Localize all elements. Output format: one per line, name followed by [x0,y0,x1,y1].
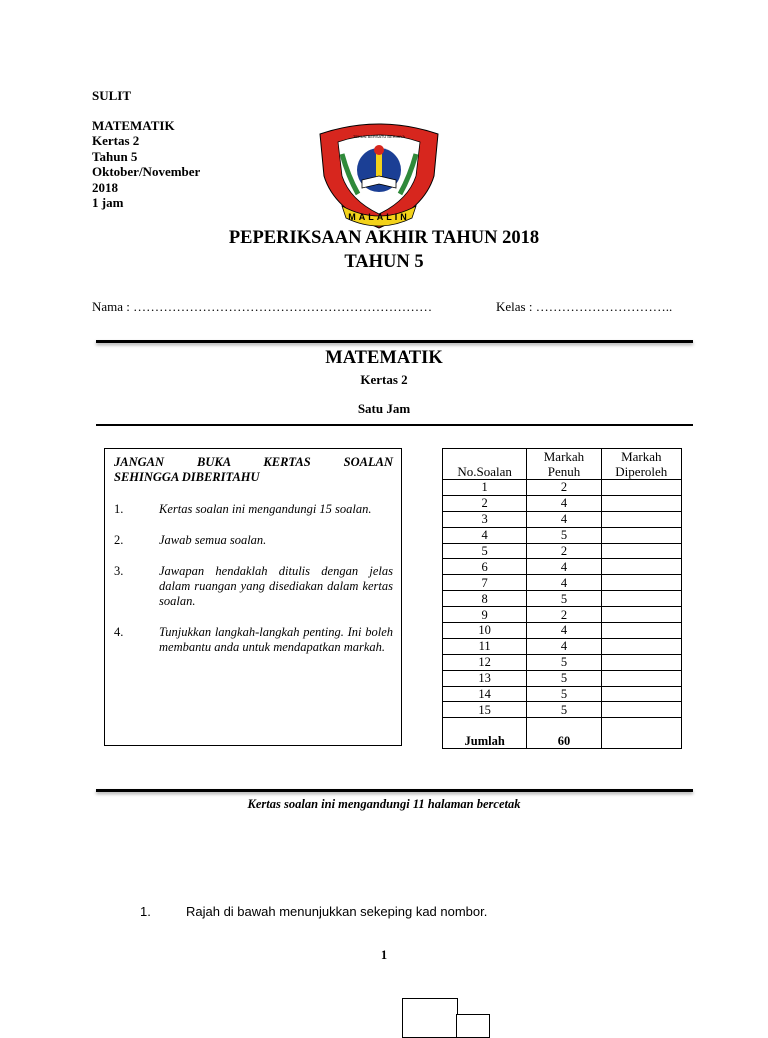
exam-title: PEPERIKSAAN AKHIR TAHUN 2018 [228,228,540,248]
marks-table-row [443,670,682,686]
full-marks-cell: 4 [527,638,601,654]
instruction-number: 2. [114,533,124,547]
total-label: Jumlah [443,718,527,749]
page-count-note: Kertas soalan ini mengandungi 11 halaman bercetak [247,797,521,811]
header-marks-obtained: Markah Diperoleh [601,449,681,480]
full-marks-cell: 5 [527,670,601,686]
logo-top-text: TEKUN BERSATU BERJAYA [352,134,406,139]
exam-level: TAHUN 5 [344,252,424,272]
school-crest-logo [312,114,446,234]
instruction-text: Jawab semua soalan. [159,533,267,547]
full-marks-cell: 2 [527,543,601,559]
instructions-heading-2: SEHINGGA DIBERITAHU [114,470,260,484]
marks-total-row [443,718,682,749]
marks-obtained-cell[interactable] [601,575,681,591]
question-number-cell: 8 [443,591,527,607]
name-field[interactable]: Nama : …………………………………………………………… [92,299,433,314]
marks-obtained-cell[interactable] [601,607,681,623]
instructions-box [104,448,402,746]
marks-obtained-cell[interactable] [601,654,681,670]
header-info [92,88,200,211]
instruction-text: Jawapan hendaklah ditulis dengan jelas dalam ruangan yang disediakan dalam kertas soalan. [159,564,393,608]
marks-table-row [443,559,682,575]
question-number-cell: 3 [443,511,527,527]
marks-table-row [443,591,682,607]
instruction-text: Kertas soalan ini mengandungi 15 soalan. [159,502,372,516]
class-field[interactable]: Kelas : ………………………….. [496,299,673,314]
instruction-item [114,502,393,517]
header-subject: MATEMATIK [92,117,175,133]
header-paper: Kertas 2 [92,133,140,148]
instruction-text: Tunjukkan langkah-langkah penting. Ini boleh membantu anda untuk mendapatkan markah. [159,625,393,654]
marks-obtained-cell[interactable] [601,480,681,496]
marks-table-row [443,638,682,654]
header-session: Oktober/November [92,164,201,179]
number-card-cell [402,998,458,1038]
question-number-cell: 2 [443,495,527,511]
question-1-text: Rajah di bawah menunjukkan sekeping kad nombor. [186,904,488,919]
marks-table-row [443,480,682,496]
question-number-cell: 13 [443,670,527,686]
marks-obtained-cell[interactable] [601,591,681,607]
number-card-cell [456,1014,490,1038]
marks-obtained-cell[interactable] [601,623,681,639]
logo-banner-text: MALALIN [348,212,410,222]
full-marks-cell: 5 [527,654,601,670]
question-number-cell: 11 [443,638,527,654]
page-number: 1 [380,948,388,962]
subject-paper: Kertas 2 [360,372,408,387]
marks-obtained-cell[interactable] [601,686,681,702]
full-marks-cell: 4 [527,495,601,511]
marks-obtained-cell[interactable] [601,527,681,543]
header-year: 2018 [92,179,118,195]
total-obtained-cell[interactable] [601,718,681,749]
question-number-cell: 1 [443,480,527,496]
marks-obtained-cell[interactable] [601,511,681,527]
full-marks-cell: 2 [527,607,601,623]
instruction-number: 4. [114,625,124,639]
question-1-number: 1. [140,904,151,919]
header-duration: 1 jam [92,195,124,210]
instruction-item [114,533,393,548]
full-marks-cell: 4 [527,511,601,527]
total-value: 60 [527,718,601,749]
marks-table-row [443,511,682,527]
full-marks-cell: 4 [527,559,601,575]
marks-table-row [443,623,682,639]
marks-table-row [443,654,682,670]
divider-middle [96,424,693,426]
marks-table [442,448,682,749]
question-number-cell: 10 [443,623,527,639]
instruction-number: 3. [114,564,124,578]
full-marks-cell: 5 [527,527,601,543]
full-marks-cell: 5 [527,702,601,718]
marks-obtained-cell[interactable] [601,495,681,511]
question-number-cell: 14 [443,686,527,702]
full-marks-cell: 2 [527,480,601,496]
instruction-item [114,564,393,609]
instructions-heading-1: JANGAN BUKA KERTAS SOALAN [114,455,393,469]
header-year-level: Tahun 5 [92,148,138,164]
question-number-cell: 5 [443,543,527,559]
marks-table-row [443,543,682,559]
question-number-cell: 6 [443,559,527,575]
question-number-cell: 4 [443,527,527,543]
marks-table-row [443,495,682,511]
divider-top [96,340,693,343]
question-number-cell: 12 [443,654,527,670]
marks-obtained-cell[interactable] [601,702,681,718]
subject-duration: Satu Jam [357,401,411,416]
classification-label: SULIT [92,88,132,103]
marks-obtained-cell[interactable] [601,638,681,654]
full-marks-cell: 4 [527,623,601,639]
marks-obtained-cell[interactable] [601,543,681,559]
divider-bottom [96,789,693,792]
question-number-cell: 9 [443,607,527,623]
marks-table-row [443,686,682,702]
marks-obtained-cell[interactable] [601,670,681,686]
full-marks-cell: 4 [527,575,601,591]
instruction-item [114,625,393,655]
marks-table-row [443,527,682,543]
question-number-cell: 15 [443,702,527,718]
marks-table-row [443,702,682,718]
marks-table-row [443,607,682,623]
marks-table-header-row [443,449,682,480]
instruction-number: 1. [114,502,124,516]
header-question-no: No.Soalan [443,449,527,480]
full-marks-cell: 5 [527,686,601,702]
subject-title: MATEMATIK [325,348,443,368]
full-marks-cell: 5 [527,591,601,607]
question-number-cell: 7 [443,575,527,591]
marks-table-row [443,575,682,591]
marks-obtained-cell[interactable] [601,559,681,575]
header-full-marks: Markah Penuh [527,449,601,480]
